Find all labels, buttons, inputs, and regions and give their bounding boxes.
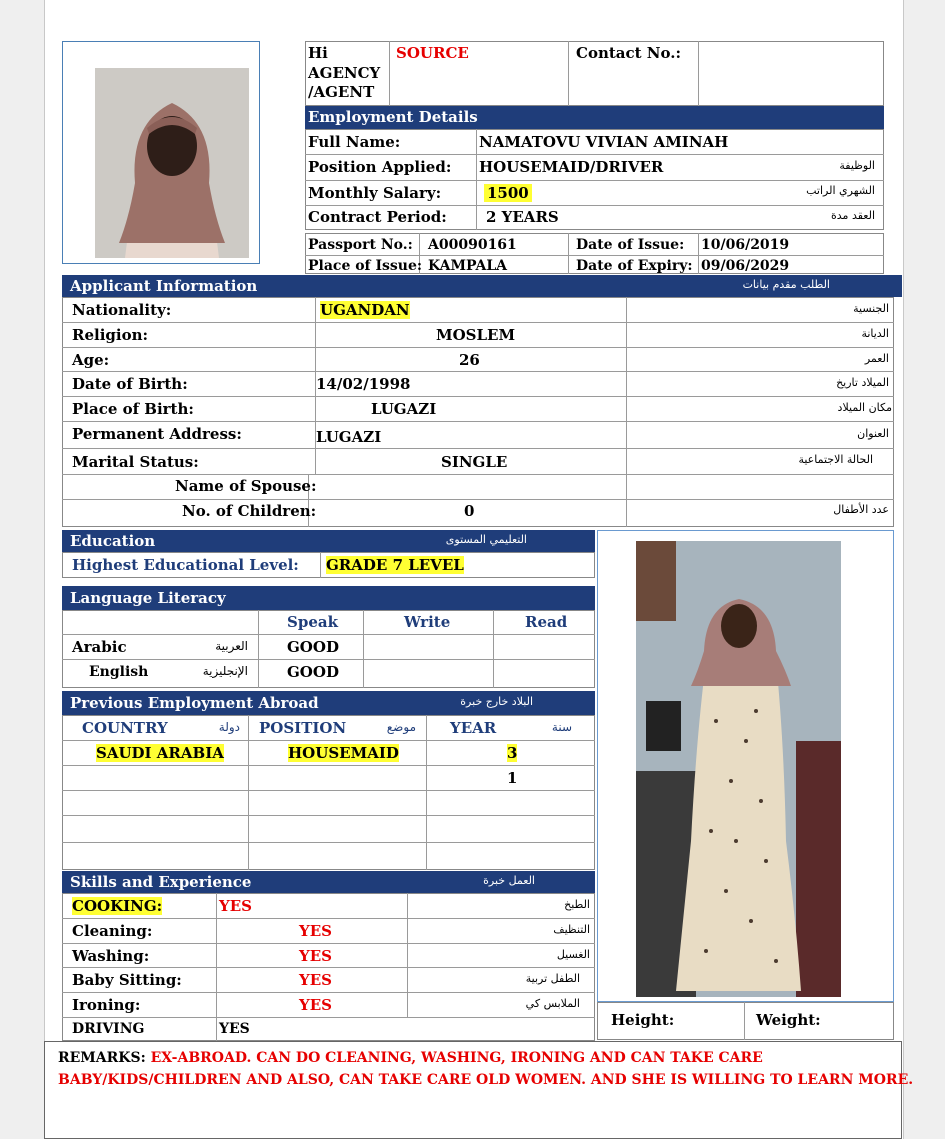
lang-arabic-speak: GOOD: [287, 638, 339, 656]
children-ar: عدد الأطفال: [833, 503, 889, 516]
skill-cleaning-ar: التنظيف: [553, 923, 590, 936]
age-ar: العمر: [864, 352, 889, 365]
contract-label: Contract Period:: [308, 208, 447, 226]
previous-employment-table: [62, 715, 595, 870]
pob-value: LUGAZI: [371, 400, 437, 418]
full-name-label: Full Name:: [308, 133, 401, 151]
col-write: Write: [404, 613, 451, 631]
skill-cooking-value: YES: [219, 897, 252, 915]
weight-label: Weight:: [756, 1011, 821, 1029]
salary-value: 1500: [484, 184, 532, 202]
skills-title-ar: العمل خبرة: [483, 874, 535, 887]
education-title-ar: التعليمي المستوى: [445, 533, 527, 546]
skill-washing-ar: الغسيل: [556, 948, 590, 961]
col-country-ar: دولة: [218, 720, 240, 734]
remarks-label: REMARKS:: [58, 1050, 146, 1066]
issue-date-value: 10/06/2019: [701, 237, 790, 253]
issue-place-value: KAMPALA: [428, 258, 508, 274]
passport-no-value: A00090161: [428, 237, 517, 253]
dob-ar: الميلاد تاريخ: [836, 376, 889, 389]
skill-washing-label: Washing:: [72, 947, 150, 965]
dob-label: Date of Birth:: [72, 375, 188, 393]
contract-value: 2 YEARS: [486, 208, 559, 226]
spouse-label: Name of Spouse:: [175, 477, 317, 495]
skill-driving-value: YES: [219, 1021, 250, 1037]
applicant-info-title-ar: الطلب مقدم بيانات: [742, 278, 830, 291]
marital-ar: الحالة الاجتماعية: [798, 453, 873, 466]
age-label: Age:: [72, 351, 110, 369]
col-position: POSITION: [259, 719, 347, 737]
skill-ironing-ar: الملابس كي: [525, 997, 580, 1010]
address-label: Permanent Address:: [72, 425, 242, 443]
position-value: HOUSEMAID/DRIVER: [479, 158, 664, 176]
marital-label: Marital Status:: [72, 453, 199, 471]
prev-position-1: HOUSEMAID: [288, 744, 399, 762]
religion-label: Religion:: [72, 326, 149, 344]
education-level-label: Highest Educational Level:: [72, 556, 299, 574]
salary-ar: الشهري الراتب: [806, 184, 875, 197]
prev-country-1: SAUDI ARABIA: [96, 744, 224, 762]
address-ar: العنوان: [857, 427, 889, 440]
full-name-value: NAMATOVU VIVIAN AMINAH: [479, 133, 729, 151]
religion-value: MOSLEM: [436, 326, 516, 344]
expiry-value: 09/06/2029: [701, 258, 790, 274]
salary-label: Monthly Salary:: [308, 184, 442, 202]
issue-place-label: Place of Issue:: [308, 258, 423, 274]
source-label: SOURCE: [396, 44, 469, 62]
passport-photo: [95, 68, 249, 258]
marital-value: SINGLE: [441, 453, 508, 471]
education-header: [62, 530, 595, 552]
previous-employment-title-ar: البلاد خارج خبرة: [460, 695, 533, 708]
children-label: No. of Children:: [182, 502, 317, 520]
education-level-value: GRADE 7 LEVEL: [326, 556, 464, 574]
employment-details-title: Employment Details: [308, 108, 478, 126]
pob-label: Place of Birth:: [72, 400, 194, 418]
age-value: 26: [459, 351, 480, 369]
lang-arabic: Arabic: [72, 638, 127, 656]
previous-employment-header: [62, 691, 595, 715]
nationality-value: UGANDAN: [320, 301, 410, 319]
employment-details-header: [305, 106, 884, 129]
position-ar: الوظيفة: [839, 159, 875, 172]
col-year-ar: سنة: [551, 720, 572, 734]
col-country: COUNTRY: [82, 719, 168, 737]
col-read: Read: [525, 613, 568, 631]
skill-driving-label: DRIVING: [72, 1021, 145, 1037]
applicant-info-title: Applicant Information: [70, 277, 258, 295]
skills-header: [62, 871, 595, 893]
prev-year-1: 3: [507, 744, 518, 762]
issue-date-label: Date of Issue:: [576, 237, 685, 253]
nationality-ar: الجنسية: [853, 302, 889, 315]
contact-label: Contact No.:: [576, 44, 681, 62]
skills-title: Skills and Experience: [70, 873, 252, 891]
position-label: Position Applied:: [308, 158, 452, 176]
skill-ironing-label: Ironing:: [72, 996, 141, 1014]
col-year: YEAR: [450, 719, 497, 737]
passport-no-label: Passport No.:: [308, 237, 413, 253]
lang-arabic-ar: العربية: [215, 639, 248, 653]
applicant-info-header: [62, 275, 902, 297]
expiry-label: Date of Expiry:: [576, 258, 693, 274]
contract-ar: العقد مدة: [831, 209, 875, 222]
nationality-label: Nationality:: [72, 301, 172, 319]
lang-english-ar: الإنجليزية: [202, 664, 248, 678]
col-speak: Speak: [287, 613, 338, 631]
skill-cleaning-label: Cleaning:: [72, 922, 153, 940]
skill-babysitting-label: Baby Sitting:: [72, 971, 182, 989]
remarks-line1: EX-ABROAD. CAN DO CLEANING, WASHING, IRONING AND CAN TAKE CARE: [150, 1050, 763, 1066]
language-title: Language Literacy: [70, 589, 226, 607]
agency-label: AGENCY: [308, 64, 381, 82]
previous-employment-title: Previous Employment Abroad: [70, 694, 319, 712]
prev-year-2: 1: [507, 769, 518, 787]
skill-babysitting-value: YES: [299, 971, 332, 989]
skill-babysitting-ar: الطفل تربية: [525, 972, 580, 985]
pob-ar: مكان الميلاد: [837, 401, 892, 414]
height-label: Height:: [611, 1011, 675, 1029]
agent-label: /AGENT: [308, 83, 375, 101]
skill-cooking-label: COOKING:: [72, 897, 163, 915]
skill-cooking-ar: الطبخ: [564, 898, 590, 911]
lang-english: English: [89, 664, 149, 680]
skill-cleaning-value: YES: [299, 922, 332, 940]
remarks-line2: BABY/KIDS/CHILDREN AND ALSO, CAN TAKE CARE OLD WOMEN. AND SHE IS WILLING TO LEARN MORE.: [58, 1072, 914, 1088]
dob-value: 14/02/1998: [316, 375, 411, 393]
religion-ar: الديانة: [861, 327, 889, 340]
full-body-photo: [636, 541, 841, 997]
skill-ironing-value: YES: [299, 996, 332, 1014]
hi-label: Hi: [308, 44, 328, 62]
col-position-ar: موضع: [386, 720, 416, 734]
skill-washing-value: YES: [299, 947, 332, 965]
remarks-text: [58, 1049, 763, 1067]
education-title: Education: [70, 532, 156, 550]
children-value: 0: [464, 502, 475, 520]
lang-english-speak: GOOD: [287, 663, 339, 681]
address-value: LUGAZI: [316, 428, 382, 446]
language-header: [62, 586, 595, 610]
